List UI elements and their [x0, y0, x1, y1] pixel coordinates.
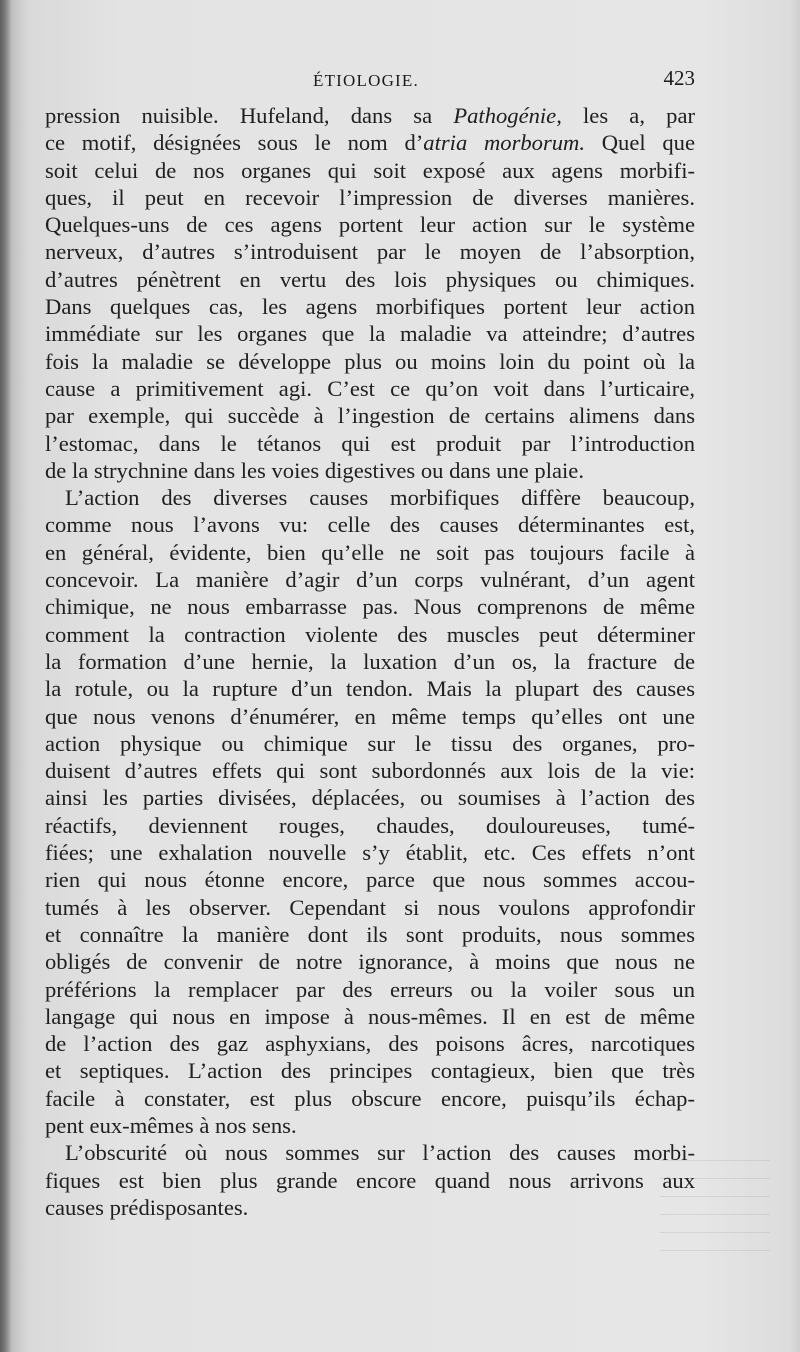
text-line [45, 402, 695, 429]
text-segment: nerveux, d’autres s’introduisent par le moyen de l’absorption, [45, 239, 695, 265]
text-line [45, 757, 695, 784]
text-segment: obligés de convenir de notre ignorance, à moins que nous ne [45, 949, 695, 975]
text-segment: de la strychnine dans les voies digestives ou dans une plaie. [45, 457, 584, 483]
text-line [45, 948, 695, 975]
text-line [45, 675, 695, 702]
running-head: ÉTIOLOGIE. [313, 71, 419, 90]
text-line [45, 593, 695, 620]
text-line [45, 211, 695, 238]
page-number: 423 [663, 66, 695, 90]
text-segment: comment la contraction violente des muscles peut déterminer [45, 621, 695, 647]
page-edge-shadow [0, 0, 12, 1352]
text-line [45, 320, 695, 347]
text-line [45, 566, 695, 593]
text-segment: la formation d’une hernie, la luxation d’un os, la fracture de [45, 648, 695, 674]
text-segment: l’estomac, dans le tétanos qui est produit par l’introduction [45, 430, 695, 456]
text-segment: facile à constater, est plus obscure encore, puisqu’ils échap- [45, 1085, 695, 1111]
text-segment: pression nuisible. Hufeland, dans sa [45, 103, 454, 128]
text-segment: L’action des diverses causes morbifiques diffère beaucoup, [65, 485, 695, 511]
text-segment: que nous venons d’énumérer, en même temps qu’elles ont une [45, 703, 695, 729]
text-line [45, 375, 695, 402]
text-segment: concevoir. La manière d’agir d’un corps vulnérant, d’un agent [45, 567, 695, 593]
text-line [45, 812, 695, 839]
text-line [45, 1194, 695, 1221]
text-segment: soit celui de nos organes qui soit exposé aux agens morbifi- [45, 157, 695, 183]
text-line [45, 1112, 695, 1139]
text-line [45, 1167, 695, 1194]
text-segment: duisent d’autres effets qui sont subordonnés aux lois de la vie: [45, 758, 695, 784]
text-segment: pent eux-mêmes à nos sens. [45, 1112, 297, 1138]
text-segment: la rotule, ou la rupture d’un tendon. Mais la plupart des causes [45, 676, 695, 702]
paragraph [45, 484, 695, 1139]
text-segment: fiées; une exhalation nouvelle s’y établit, etc. Ces effets n’ont [45, 840, 695, 866]
text-line [45, 1139, 695, 1166]
text-segment: langage qui nous en impose à nous-mêmes. Il en est de même [45, 1003, 695, 1029]
text-line [45, 511, 695, 538]
text-segment: ainsi les parties divisées, déplacées, ou soumises à l’action des [45, 785, 695, 811]
text-line [45, 839, 695, 866]
text-line [45, 457, 695, 484]
text-line [45, 648, 695, 675]
text-segment: d’autres pénètrent en vertu des lois physiques ou chimiques. [45, 266, 695, 292]
text-segment: réactifs, deviennent rouges, chaudes, douloureuses, tumé- [45, 812, 695, 838]
text-line [45, 348, 695, 375]
text-line [45, 921, 695, 948]
text-line [45, 1085, 695, 1112]
text-line [45, 484, 695, 511]
text-segment: de l’action des gaz asphyxians, des poisons âcres, narcotiques [45, 1031, 695, 1057]
text-segment: action physique ou chimique sur le tissu des organes, pro- [45, 730, 695, 756]
text-segment: immédiate sur les organes que la maladie va atteindre; d’autres [45, 321, 695, 347]
text-line [45, 1003, 695, 1030]
italic-text: atria morborum. [423, 130, 586, 156]
text-segment: ques, il peut en recevoir l’impression de diverses manières. [45, 184, 695, 210]
italic-text: Pathogénie, [453, 103, 562, 128]
text-segment: rien qui nous étonne encore, parce que nous sommes accou- [45, 867, 695, 893]
text-line [45, 784, 695, 811]
text-line [45, 894, 695, 921]
text-line [45, 1057, 695, 1084]
text-segment: Quelques-uns de ces agens portent leur action sur le système [45, 212, 695, 238]
text-segment: causes prédisposantes. [45, 1194, 249, 1220]
text-line [45, 866, 695, 893]
paragraph [45, 102, 695, 484]
text-segment: et connaître la manière dont ils sont produits, nous sommes [45, 921, 695, 947]
text-segment: et septiques. L’action des principes contagieux, bien que très [45, 1058, 695, 1084]
text-segment: Quel que [585, 130, 695, 156]
text-line [45, 1030, 695, 1057]
body-text [45, 102, 695, 1221]
text-line [45, 102, 695, 129]
text-segment: L’obscurité où nous sommes sur l’action des causes morbi- [65, 1140, 695, 1166]
text-line [45, 293, 695, 320]
text-line [45, 157, 695, 184]
text-line [45, 430, 695, 457]
text-segment: par exemple, qui succède à l’ingestion de certains alimens dans [45, 403, 695, 429]
text-segment: cause a primitivement agi. C’est ce qu’on voit dans l’urticaire, [45, 375, 695, 401]
text-segment: chimique, ne nous embarrasse pas. Nous comprenons de même [45, 594, 695, 620]
paragraph [45, 1139, 695, 1221]
text-segment: ce motif, désignées sous le nom d’ [45, 130, 424, 156]
text-line [45, 703, 695, 730]
page-header [45, 66, 695, 96]
text-line [45, 129, 695, 156]
text-segment: préférions la remplacer par des erreurs ou la voiler sous un [45, 976, 695, 1002]
text-line [45, 976, 695, 1003]
text-line [45, 730, 695, 757]
bleed-through-texture [660, 1143, 770, 1258]
text-segment: Dans quelques cas, les agens morbifiques portent leur action [45, 294, 695, 320]
text-line [45, 539, 695, 566]
text-segment: tumés à les observer. Cependant si nous voulons approfondir [45, 894, 695, 920]
text-line [45, 621, 695, 648]
text-segment: en général, évidente, bien qu’elle ne soit pas toujours facile à [45, 539, 695, 565]
text-segment: comme nous l’avons vu: celle des causes déterminantes est, [45, 512, 695, 538]
text-line [45, 266, 695, 293]
text-segment: fois la maladie se développe plus ou moins loin du point où la [45, 348, 695, 374]
text-line [45, 184, 695, 211]
text-line [45, 238, 695, 265]
text-segment: fiques est bien plus grande encore quand nous arrivons aux [45, 1167, 695, 1193]
text-segment: les a, par [561, 103, 695, 128]
